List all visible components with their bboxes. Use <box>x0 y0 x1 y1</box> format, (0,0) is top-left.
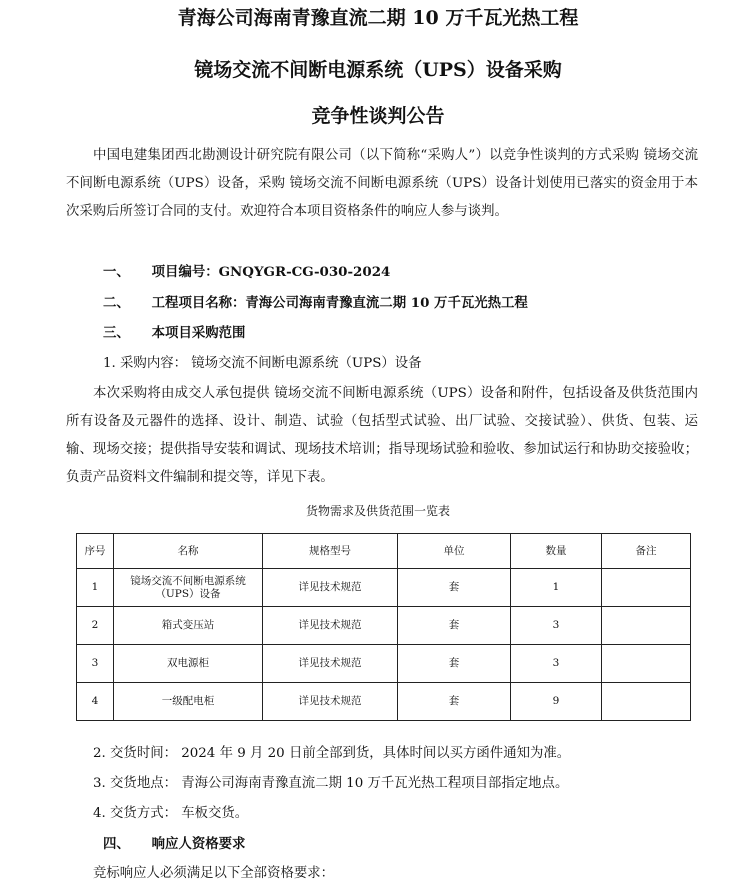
table-header-row <box>77 534 691 569</box>
cell-unit: 套 <box>398 683 511 721</box>
section-3-scope-heading <box>103 322 245 344</box>
cell-spec: 详见技术规范 <box>263 683 398 721</box>
section-2-project-name <box>103 292 528 314</box>
cell-name: 一级配电柜 <box>114 683 263 721</box>
col-header-seq: 序号 <box>77 534 114 569</box>
cell-qty: 3 <box>511 645 602 683</box>
cell-remark <box>602 607 691 645</box>
col-header-unit: 单位 <box>398 534 511 569</box>
cell-seq: 2 <box>77 607 114 645</box>
qualification-lead: 竞标响应人必须满足以下全部资格要求： <box>93 866 335 881</box>
cell-name: 箱式变压站 <box>114 607 263 645</box>
scope-item-3-delivery-place: 3. 交货地点： 青海公司海南青豫直流二期 10 万千瓦光热工程项目部指定地点。 <box>93 776 569 791</box>
table-row <box>77 683 691 721</box>
cell-name: 双电源柜 <box>114 645 263 683</box>
title-line-3: 竞争性谈判公告 <box>311 105 445 127</box>
section-1-value: GNQYGR-CG-030-2024 <box>218 264 391 280</box>
section-2-value: 青海公司海南青豫直流二期 10 万千瓦光热工程 <box>245 295 528 311</box>
scope-item-4-delivery-method: 4. 交货方式： 车板交货。 <box>93 806 249 821</box>
scope-paragraph: 本次采购将由成交人承包提供 镜场交流不间断电源系统（UPS）设备和附件，包括设备及供货范围内所有设备及元器件的选择、设计、制造、试验（包括型式试验、出厂试验、交接试验）、供货、包装、运输、现场交接；提供指导安装和调试、现场技术培训；指导现场试验和验收、参加试运行和协助交接验收；负责产品资料文件编制和提交等，详见下表。 <box>66 386 698 485</box>
section-1-project-number <box>103 261 390 283</box>
cell-qty: 1 <box>511 569 602 607</box>
cell-remark <box>602 645 691 683</box>
section-2-number: 二、 <box>103 295 130 311</box>
cell-unit: 套 <box>398 607 511 645</box>
scope-item-1: 1. 采购内容： 镜场交流不间断电源系统（UPS）设备 <box>103 356 422 371</box>
table-row <box>77 645 691 683</box>
cell-seq: 1 <box>77 569 114 607</box>
table-row <box>77 569 691 607</box>
section-3-label: 本项目采购范围 <box>151 325 246 341</box>
cell-name: 镜场交流不间断电源系统（UPS）设备 <box>114 569 263 607</box>
section-4-number: 四、 <box>103 836 130 852</box>
table-caption: 货物需求及供货范围一览表 <box>305 504 450 518</box>
table-row <box>77 607 691 645</box>
scope-item-2-delivery-time: 2. 交货时间： 2024 年 9 月 20 日前全部到货，具体时间以买方函件通知为准。 <box>93 746 571 761</box>
col-header-qty: 数量 <box>511 534 602 569</box>
cell-spec: 详见技术规范 <box>263 607 398 645</box>
section-3-number: 三、 <box>103 325 130 341</box>
title-line-1: 青海公司海南青豫直流二期 10 万千瓦光热工程 <box>177 7 579 29</box>
section-1-label: 项目编号： <box>151 264 219 280</box>
section-4-qualification-heading <box>103 833 245 855</box>
intro-paragraph: 中国电建集团西北勘测设计研究院有限公司（以下简称“采购人”）以竞争性谈判的方式采购 镜场交流不间断电源系统（UPS）设备，采购 镜场交流不间断电源系统（UPS）设备计划使用已落实的资金用于本次采购后所签订合同的支付。欢迎符合本项目资格条件的响应人参与谈判。 <box>66 148 698 219</box>
goods-table <box>76 533 691 721</box>
cell-spec: 详见技术规范 <box>263 645 398 683</box>
cell-remark <box>602 683 691 721</box>
section-2-label: 工程项目名称： <box>151 295 246 311</box>
col-header-spec: 规格型号 <box>263 534 398 569</box>
cell-remark <box>602 569 691 607</box>
title-line-2: 镜场交流不间断电源系统（UPS）设备采购 <box>194 59 562 81</box>
section-1-number: 一、 <box>103 264 130 280</box>
cell-seq: 4 <box>77 683 114 721</box>
col-header-remark: 备注 <box>602 534 691 569</box>
col-header-name: 名称 <box>114 534 263 569</box>
cell-unit: 套 <box>398 569 511 607</box>
cell-qty: 3 <box>511 607 602 645</box>
cell-qty: 9 <box>511 683 602 721</box>
section-4-label: 响应人资格要求 <box>151 836 246 852</box>
cell-spec: 详见技术规范 <box>263 569 398 607</box>
cell-seq: 3 <box>77 645 114 683</box>
cell-unit: 套 <box>398 645 511 683</box>
